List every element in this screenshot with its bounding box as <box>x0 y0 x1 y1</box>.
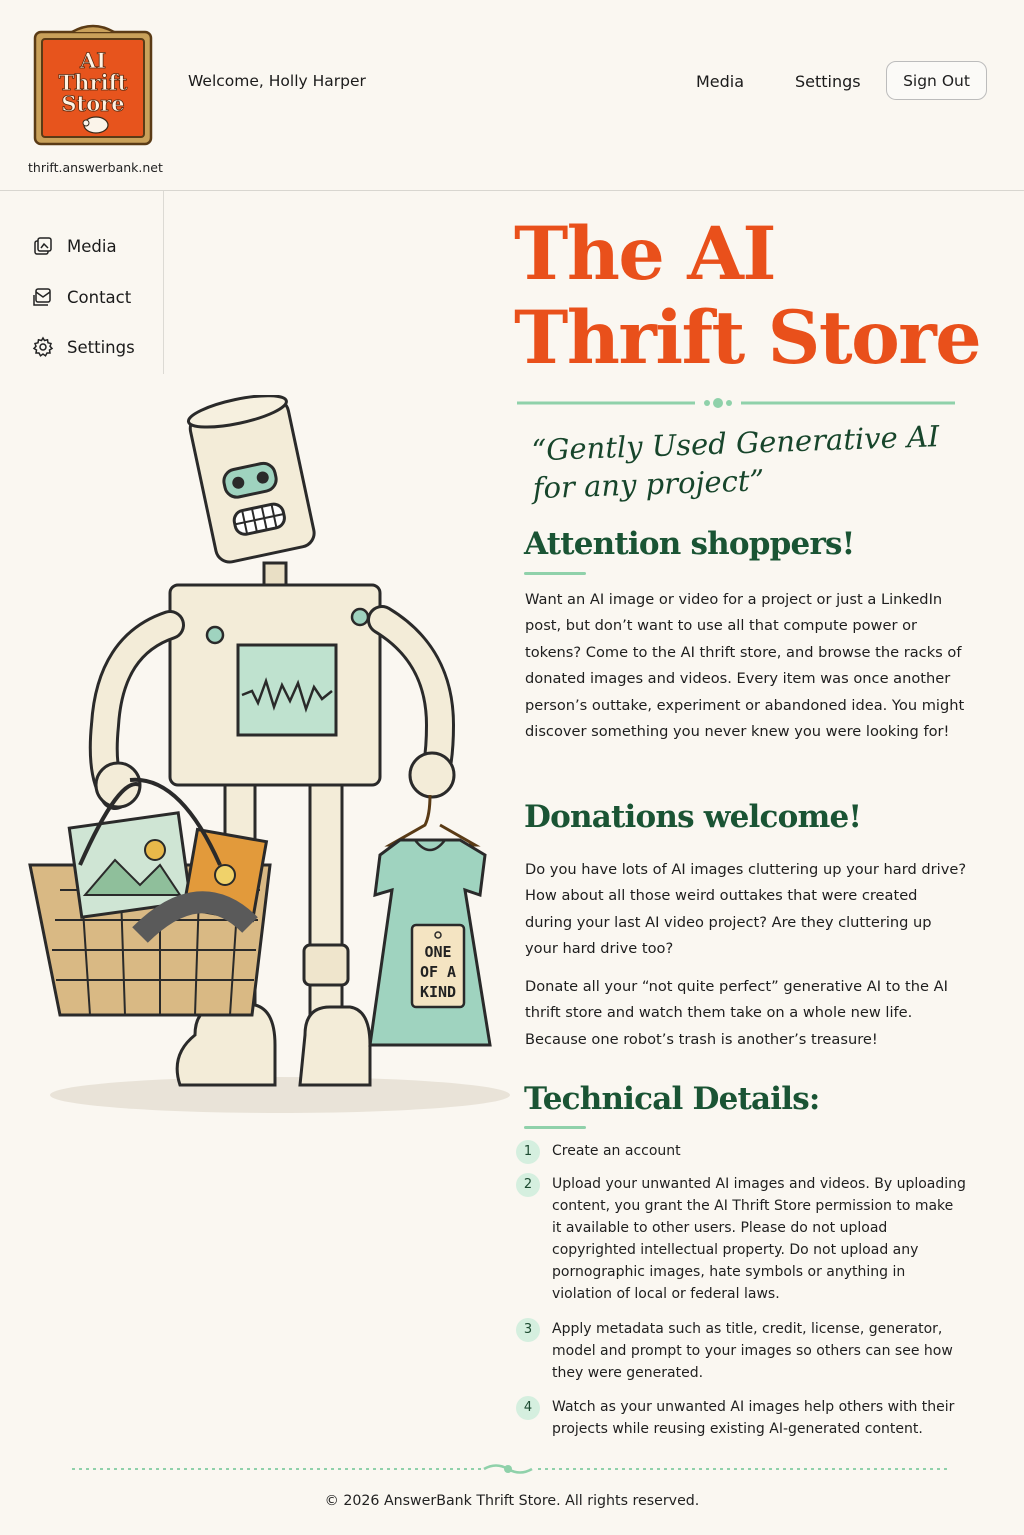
site-domain: thrift.answerbank.net <box>28 160 163 175</box>
donations-heading: Donations welcome! <box>524 799 862 835</box>
step-number: 4 <box>516 1396 540 1420</box>
media-icon <box>32 235 54 257</box>
page-title-line2: Thrift Store <box>514 295 981 381</box>
sidebar-item-label: Media <box>67 236 117 256</box>
tag-line1: ONE <box>424 943 452 961</box>
step-text: Apply metadata such as title, credit, license, generator, model and prompt to your images so others can see how they were generated. <box>552 1321 953 1381</box>
ornamental-divider <box>517 393 955 413</box>
welcome-message: Welcome, Holly Harper <box>188 72 366 90</box>
copyright: © 2026 AnswerBank Thrift Store. All rights reserved. <box>324 1493 700 1509</box>
list-item <box>516 1318 966 1384</box>
sign-out-button[interactable]: Sign Out <box>886 61 987 100</box>
contact-icon <box>32 286 54 308</box>
heading-underline <box>524 572 586 575</box>
sidebar-item-settings[interactable] <box>32 336 135 358</box>
list-item <box>516 1140 966 1164</box>
step-text: Watch as your unwanted AI images help others with their projects while reusing existing AI-generated content. <box>552 1399 955 1437</box>
sidebar-item-media[interactable] <box>32 235 117 257</box>
logo-text-line2: Thrift <box>58 70 128 95</box>
sidebar-item-label: Contact <box>67 287 132 307</box>
list-item <box>516 1396 966 1440</box>
step-text: Upload your unwanted AI images and videos. By uploading content, you grant the AI Thrift Store permission to make it available to other users. Please do not upload copyrighted intellectual property. Do not upload any pornographic images, hate symbols or anything in violation of local or federal laws. <box>552 1176 966 1302</box>
technical-heading: Technical Details: <box>524 1081 820 1117</box>
heading-underline <box>524 1126 586 1129</box>
nav-settings[interactable]: Settings <box>795 72 861 91</box>
tag-line3: KIND <box>419 983 457 1001</box>
step-number: 3 <box>516 1318 540 1342</box>
donations-body-2: Donate all your “not quite perfect” generative AI to the AI thrift store and watch them take on a whole new life. Because one robot’s trash is another’s treasure! <box>525 978 948 1048</box>
robot-shopper-illustration <box>20 395 520 1125</box>
attention-body: Want an AI image or video for a project or just a LinkedIn post, but don’t want to use all that compute power or tokens? Come to the AI thrift store, and browse the racks of donated images and videos. Every item was once another person’s outtake, experiment or abandoned idea. You might discover something you never knew you were looking for! <box>525 591 965 741</box>
attention-heading: Attention shoppers! <box>524 526 855 562</box>
logo-text-line3: Store <box>61 91 125 116</box>
step-number: 2 <box>516 1173 540 1197</box>
list-item <box>516 1173 966 1305</box>
tagline: “Gently Used Generative AI for any project” <box>530 419 940 506</box>
sidebar <box>0 191 164 374</box>
step-number: 1 <box>516 1140 540 1164</box>
tag-line2: OF A <box>419 963 457 981</box>
sidebar-item-contact[interactable] <box>32 286 131 308</box>
nav-media[interactable]: Media <box>696 72 745 91</box>
sidebar-item-label: Settings <box>67 337 135 357</box>
page-title <box>514 212 980 380</box>
donations-body-1: Do you have lots of AI images cluttering up your hard drive? How about all those weird outtakes that were created during your last AI video project? Are they cluttering up your hard drive too? <box>525 861 967 958</box>
footer-divider <box>72 1458 948 1480</box>
gear-icon <box>32 336 54 358</box>
store-logo[interactable] <box>32 24 154 152</box>
logo-text-line1: AI <box>79 48 107 73</box>
step-text: Create an account <box>552 1143 681 1159</box>
page-title-line1: The AI <box>514 211 776 297</box>
